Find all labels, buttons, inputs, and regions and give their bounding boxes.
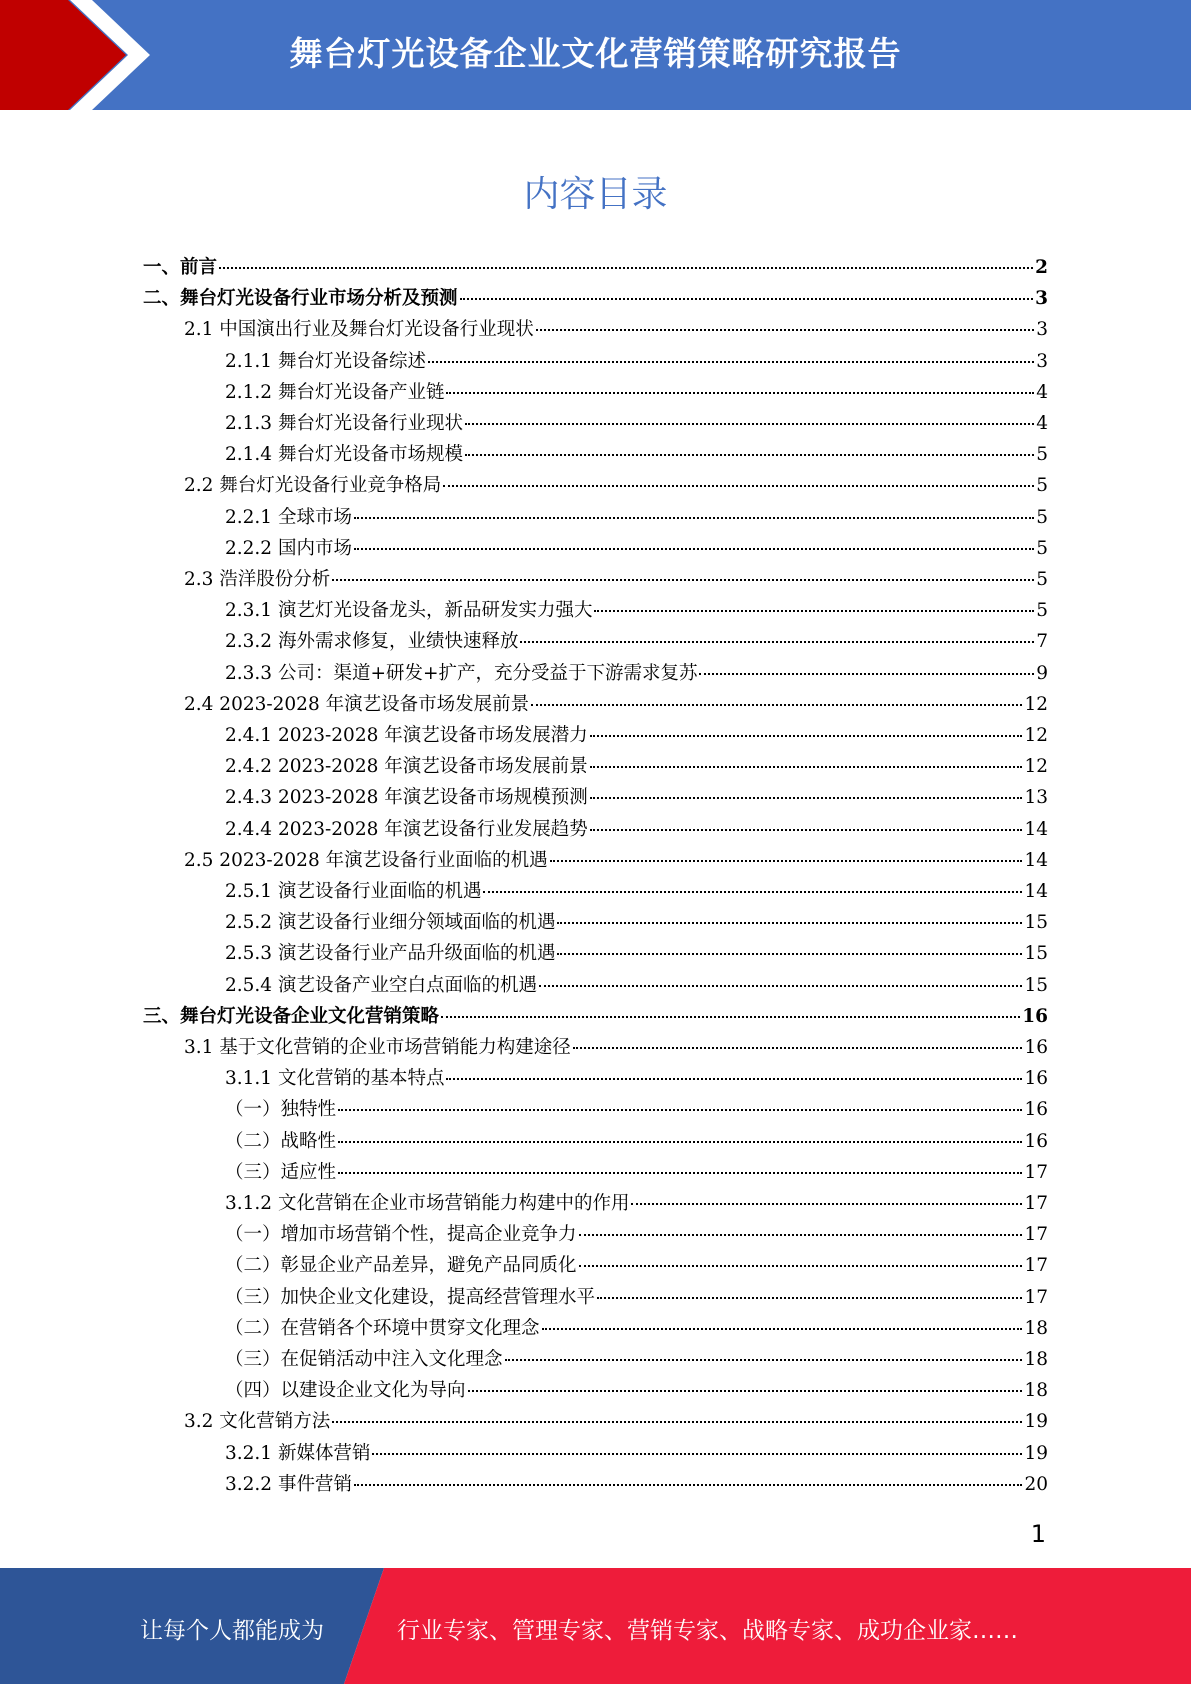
toc-entry[interactable] (143, 253, 1048, 281)
toc-entry-page: 17 (1024, 1286, 1048, 1308)
toc-entry-label: 2.4.1 2023-2028 年演艺设备市场发展潜力 (225, 725, 588, 746)
toc-entry[interactable] (225, 347, 1048, 375)
toc-dot-leader (446, 391, 1034, 394)
toc-entry[interactable] (143, 1002, 1048, 1030)
footer-banner (0, 1568, 1191, 1684)
toc-dot-leader (465, 453, 1034, 456)
toc-entry-label: 2.4.3 2023-2028 年演艺设备市场规模预测 (225, 787, 588, 809)
toc-entry-label: 2.5.2 演艺设备行业细分领域面临的机遇 (225, 912, 556, 934)
toc-entry-page: 4 (1036, 413, 1048, 434)
toc-heading: 内容目录 (523, 174, 668, 215)
toc-entry-page: 7 (1036, 631, 1048, 653)
toc-entry-label: （三）适应性 (225, 1161, 337, 1183)
toc-entry[interactable] (225, 1220, 1048, 1248)
toc-entry[interactable] (225, 783, 1048, 811)
toc-entry[interactable] (225, 1283, 1048, 1311)
toc-dot-leader (468, 1389, 1023, 1392)
toc-entry-label: 3.1.1 文化营销的基本特点 (225, 1068, 445, 1090)
toc-entry-label: 2.3.1 演艺灯光设备龙头，新品研发实力强大 (225, 600, 593, 622)
toc-entry-page: 17 (1024, 1255, 1048, 1277)
toc-dot-leader (631, 1202, 1022, 1205)
toc-entry-label: 2.3.2 海外需求修复，业绩快速释放 (225, 631, 519, 653)
toc-dot-leader (520, 640, 1034, 643)
toc-entry-page: 16 (1024, 1099, 1048, 1121)
toc-entry[interactable] (143, 284, 1048, 312)
toc-dot-leader (590, 828, 1023, 831)
toc-entry[interactable] (184, 471, 1048, 499)
toc-entry-label: （四）以建设企业文化为导向 (225, 1380, 466, 1402)
toc-entry[interactable] (225, 939, 1048, 967)
toc-entry-label: （二）在营销各个环境中贯穿文化理念 (225, 1317, 540, 1339)
toc-dot-leader (590, 765, 1023, 768)
toc-dot-leader (505, 1358, 1023, 1361)
toc-dot-leader (579, 1264, 1023, 1267)
toc-dot-leader (441, 1015, 1020, 1018)
toc-entry-page: 5 (1036, 444, 1048, 466)
toc-dot-leader (550, 859, 1023, 862)
toc-entry-page: 14 (1024, 818, 1048, 840)
toc-entry[interactable] (225, 627, 1048, 655)
toc-dot-leader (573, 1046, 1023, 1049)
toc-entry[interactable] (184, 846, 1048, 874)
toc-entry-page: 12 (1024, 725, 1048, 746)
toc-entry-page: 5 (1036, 537, 1048, 559)
toc-entry-page: 20 (1024, 1473, 1048, 1495)
toc-entry[interactable] (225, 378, 1048, 406)
toc-entry[interactable] (225, 534, 1048, 562)
footer-slogan-right: 行业专家、管理专家、营销专家、战略专家、成功企业家…… (397, 1618, 1018, 1644)
toc-dot-leader (338, 1171, 1022, 1174)
toc-entry[interactable] (225, 1470, 1048, 1498)
page-number: 1 (1030, 1520, 1046, 1548)
toc-dot-leader (483, 890, 1022, 893)
toc-entry-page: 18 (1024, 1380, 1048, 1402)
toc-dot-leader (354, 547, 1034, 550)
toc-dot-leader (219, 266, 1033, 269)
toc-entry-label: 2.1.1 舞台灯光设备综述 (225, 350, 426, 372)
toc-entry-page: 5 (1036, 506, 1048, 528)
toc-entry-label: 2.2.1 全球市场 (225, 506, 352, 528)
toc-entry[interactable] (225, 1095, 1048, 1123)
toc-entry-page: 16 (1024, 1068, 1048, 1090)
toc-entry-label: 2.2.2 国内市场 (225, 537, 352, 559)
toc-dot-leader (579, 1233, 1023, 1236)
toc-entry-page: 19 (1024, 1411, 1048, 1433)
toc-entry[interactable] (184, 565, 1048, 593)
toc-dot-leader (446, 1077, 1022, 1080)
toc-entry-label: 2.5.1 演艺设备行业面临的机遇 (225, 881, 482, 902)
toc-entry[interactable] (225, 752, 1048, 780)
toc-entry-label: 3.2 文化营销方法 (184, 1411, 331, 1433)
toc-entry-page: 18 (1024, 1317, 1048, 1339)
toc-entry[interactable] (225, 1158, 1048, 1186)
toc-dot-leader (597, 1296, 1022, 1299)
toc-entry[interactable] (225, 440, 1048, 468)
toc-dot-leader (590, 796, 1023, 799)
toc-entry[interactable] (184, 690, 1048, 718)
report-title: 舞台灯光设备企业文化营销策略研究报告 (289, 34, 902, 73)
toc-dot-leader (354, 516, 1034, 519)
toc-dot-leader (354, 1483, 1023, 1486)
toc-entry[interactable] (225, 1314, 1048, 1342)
toc-entry-page: 16 (1024, 1130, 1048, 1152)
toc-entry[interactable] (225, 721, 1048, 749)
toc-entry-page: 5 (1036, 475, 1048, 497)
toc-entry-page: 2 (1035, 257, 1048, 278)
toc-entry-page: 12 (1024, 756, 1048, 778)
toc-entry-label: 2.5.4 演艺设备产业空白点面临的机遇 (225, 974, 537, 996)
toc-entry-label: 3.1.2 文化营销在企业市场营销能力构建中的作用 (225, 1193, 630, 1214)
toc-entry[interactable] (225, 659, 1048, 687)
toc-entry[interactable] (225, 815, 1048, 843)
toc-entry-page: 3 (1035, 288, 1048, 310)
toc-entry-page: 17 (1024, 1224, 1048, 1246)
toc-entry-label: 2.1.4 舞台灯光设备市场规模 (225, 444, 463, 466)
toc-entry-label: 2.4.4 2023-2028 年演艺设备行业发展趋势 (225, 818, 588, 840)
toc-entry[interactable] (184, 1407, 1048, 1435)
toc-entry[interactable] (225, 1251, 1048, 1279)
toc-entry-page: 15 (1024, 912, 1048, 934)
toc-entry-label: 2.5.3 演艺设备行业产品升级面临的机遇 (225, 943, 556, 965)
toc-dot-leader (531, 703, 1022, 706)
toc-dot-leader (460, 297, 1034, 300)
toc-entry-label: 2.3.3 公司：渠道+研发+扩产，充分受益于下游需求复苏 (225, 662, 698, 684)
toc-entry-label: 2.1 中国演出行业及舞台灯光设备行业现状 (184, 319, 534, 341)
footer-slogan-left: 让每个人都能成为 (140, 1618, 324, 1644)
toc-dot-leader (557, 952, 1022, 955)
toc-entry-page: 9 (1036, 662, 1048, 684)
toc-entry[interactable] (225, 877, 1048, 905)
toc-entry-label: 3.2.1 新媒体营销 (225, 1442, 371, 1464)
toc-entry-page: 19 (1024, 1442, 1048, 1464)
toc-entry-label: 2.1.2 舞台灯光设备产业链 (225, 381, 445, 403)
toc-entry-label: 2.4.2 2023-2028 年演艺设备市场发展前景 (225, 756, 588, 778)
toc-entry-page: 16 (1022, 1005, 1048, 1027)
toc-entry[interactable] (225, 971, 1048, 999)
toc-dot-leader (542, 1327, 1023, 1330)
toc-dot-leader (443, 484, 1034, 487)
toc-entry-label: 一、前言 (143, 257, 218, 278)
toc-entry[interactable] (225, 1376, 1048, 1404)
toc-dot-leader (594, 609, 1034, 612)
toc-entry[interactable] (225, 596, 1048, 624)
toc-entry[interactable] (225, 1127, 1048, 1155)
toc-entry[interactable] (225, 1189, 1048, 1217)
toc-dot-leader (590, 734, 1023, 737)
toc-entry-label: （三）加快企业文化建设，提高经营管理水平 (225, 1286, 596, 1308)
toc-dot-leader (699, 672, 1034, 675)
toc-entry-page: 14 (1024, 849, 1048, 871)
toc-entry-page: 3 (1036, 350, 1048, 372)
toc-entry-page: 15 (1024, 974, 1048, 996)
toc-entry-label: 2.4 2023-2028 年演艺设备市场发展前景 (184, 693, 530, 715)
toc-entry-label: （一）独特性 (225, 1099, 337, 1121)
toc-entry[interactable] (225, 1345, 1048, 1373)
toc-entry-label: （二）战略性 (225, 1130, 337, 1152)
toc-dot-leader (338, 1140, 1022, 1143)
toc-entry-page: 17 (1024, 1193, 1048, 1214)
toc-entry-label: （三）在促销活动中注入文化理念 (225, 1349, 503, 1370)
toc-entry-label: 2.2 舞台灯光设备行业竞争格局 (184, 475, 442, 497)
toc-dot-leader (465, 422, 1034, 425)
toc-entry[interactable] (225, 908, 1048, 936)
toc-entry-page: 13 (1024, 787, 1048, 809)
toc-dot-leader (332, 578, 1034, 581)
toc-entry-page: 3 (1036, 319, 1048, 341)
toc-entry[interactable] (225, 1064, 1048, 1092)
toc-entry-page: 14 (1024, 881, 1048, 902)
toc-entry-label: 2.3 浩洋股份分析 (184, 569, 331, 590)
toc-entry-label: 2.1.3 舞台灯光设备行业现状 (225, 413, 463, 434)
toc-dot-leader (557, 921, 1022, 924)
toc-entry[interactable] (225, 409, 1048, 437)
toc-entry-page: 5 (1036, 600, 1048, 622)
toc-dot-leader (539, 984, 1022, 987)
toc-entry[interactable] (184, 315, 1048, 343)
toc-dot-leader (372, 1452, 1022, 1455)
toc-entry-label: （二）彰显企业产品差异，避免产品同质化 (225, 1255, 577, 1277)
toc-entry-page: 5 (1036, 569, 1048, 590)
toc-entry-label: 2.5 2023-2028 年演艺设备行业面临的机遇 (184, 849, 548, 871)
toc-entry-page: 18 (1024, 1349, 1048, 1370)
toc-entry-label: 二、舞台灯光设备行业市场分析及预测 (143, 288, 458, 310)
toc-dot-leader (332, 1420, 1022, 1423)
toc-entry-page: 16 (1024, 1037, 1048, 1058)
toc-entry-page: 4 (1036, 381, 1048, 403)
toc-dot-leader (536, 328, 1034, 331)
toc-entry-page: 17 (1024, 1161, 1048, 1183)
toc-entry-label: 3.2.2 事件营销 (225, 1473, 352, 1495)
toc-entry[interactable] (184, 1033, 1048, 1061)
toc-entry-page: 12 (1024, 693, 1048, 715)
toc-entry[interactable] (225, 503, 1048, 531)
toc-entry-label: 3.1 基于文化营销的企业市场营销能力构建途径 (184, 1037, 571, 1058)
toc-dot-leader (428, 360, 1034, 363)
toc-entry-label: 三、舞台灯光设备企业文化营销策略 (143, 1005, 440, 1027)
toc-entry-page: 15 (1024, 943, 1048, 965)
header-banner (0, 0, 1191, 110)
toc-entry[interactable] (225, 1439, 1048, 1467)
toc-entry-label: （一）增加市场营销个性，提高企业竞争力 (225, 1224, 577, 1246)
toc-dot-leader (338, 1108, 1022, 1111)
